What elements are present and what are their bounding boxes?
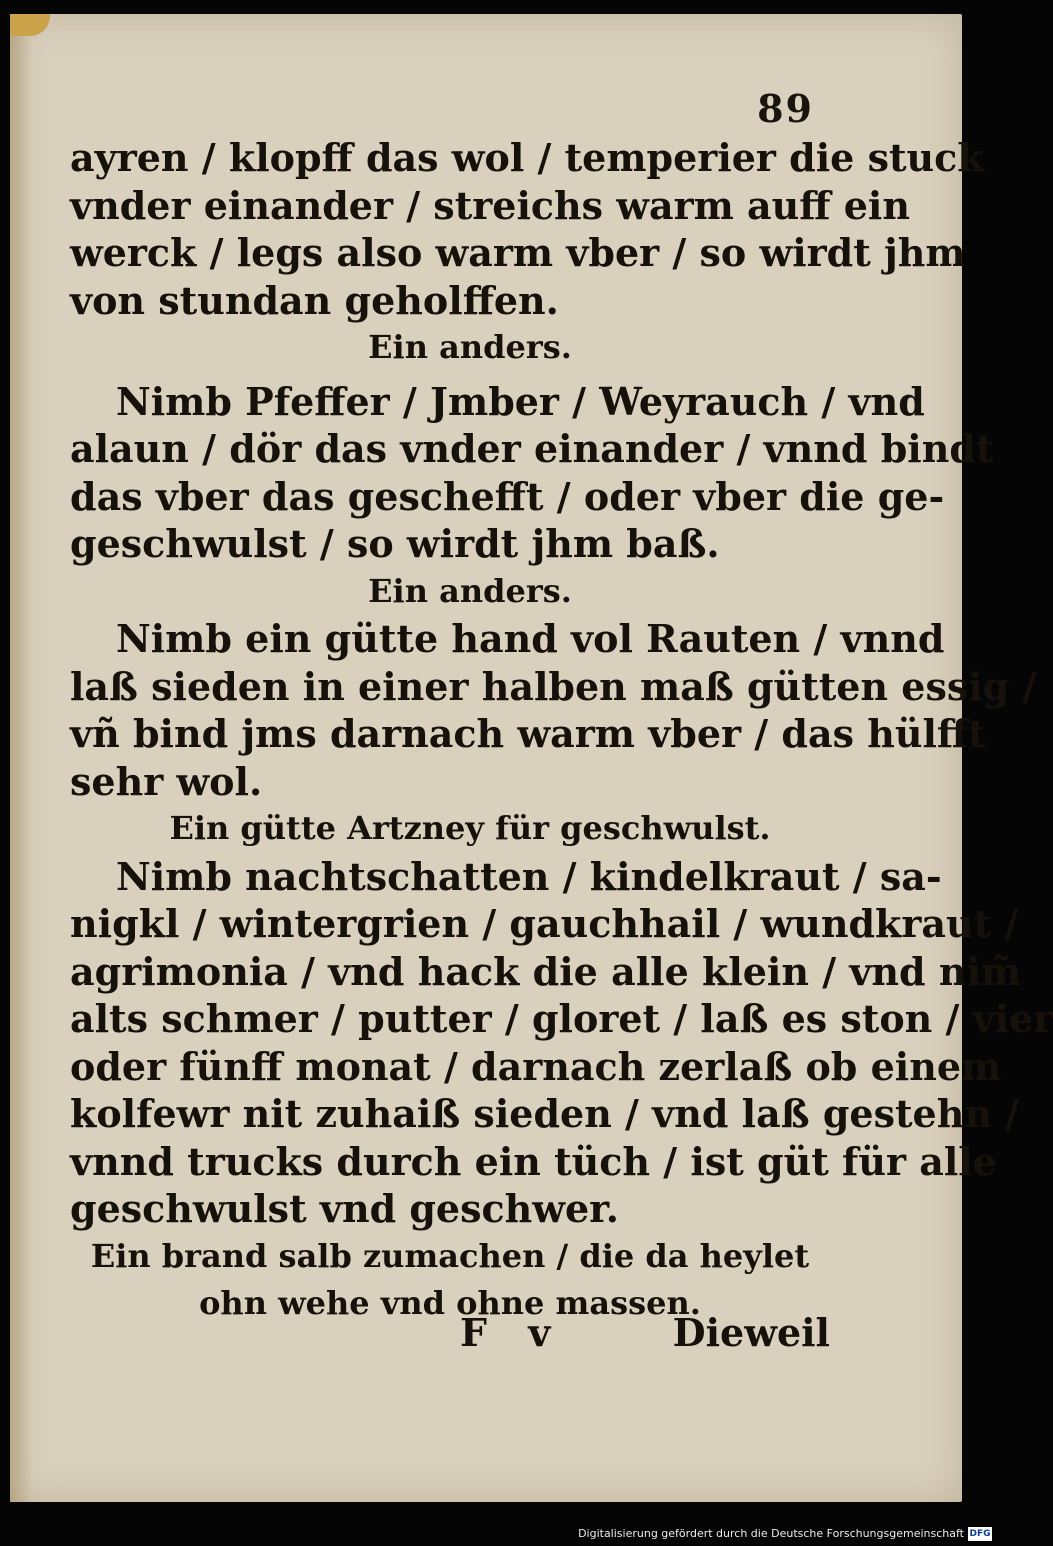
text-line: Nimb nachtschatten / kindelkraut / sa- (116, 853, 942, 899)
page-gutter-shadow (10, 14, 32, 1502)
text-line: geschwulst / so wirdt jhm baß. (70, 521, 720, 566)
text-line: agrimonia / vnd hack die alle klein / vnd nim̃ (70, 948, 1022, 994)
page-number: 89 (757, 86, 814, 131)
text-line: geschwulst vnd geschwer. (70, 1186, 619, 1231)
text-line: werck / legs also warm vber / so wirdt jhm (70, 230, 966, 275)
section-heading: Ein gütte Artzney für geschwulst. (169, 809, 771, 847)
text-line: laß sieden in einer halben maß gütten essig / (70, 663, 1037, 709)
text-line: vñ bind jms darnach warm vber / das hülfft (70, 711, 986, 756)
text-line: nigkl / wintergrien / gauchhail / wundkraut / (70, 901, 1019, 946)
text-line: Nimb Pfeffer / Jmber / Weyrauch / vnd (116, 378, 925, 424)
section-heading: Ein anders. (368, 571, 572, 610)
page-corner-mark (10, 14, 50, 36)
text-line: alaun / dör das vnder einander / vnnd bindt (70, 426, 994, 471)
dfg-logo-icon: DFG (969, 1529, 991, 1539)
section-heading: Ein brand salb zumachen / die da heylet (90, 1236, 810, 1275)
funding-credit: Digitalisierung gefördert durch die Deutsche Forschungsgemeinschaft (578, 1527, 964, 1540)
catchword: Dieweil (672, 1310, 830, 1355)
text-line: vnnd trucks durch ein tüch / ist güt für alle (70, 1138, 997, 1184)
text-line: kolfewr nit zuhaiß sieden / vnd laß gestehn / (70, 1091, 1020, 1136)
text-line: alts schmer / putter / gloret / laß es ston / vier (70, 996, 1053, 1041)
section-heading: Ein anders. (368, 328, 572, 366)
book-page (10, 14, 1053, 1502)
text-line: sehr wol. (70, 758, 263, 804)
text-line: ayren / klopff das wol / temperier die stuck (70, 135, 984, 180)
text-line: vnder einander / streichs warm auff ein (70, 182, 910, 228)
text-line: das vber das geschefft / oder vber die ge- (70, 473, 945, 519)
text-line: von stundan geholffen. (70, 277, 559, 323)
signature-mark: F v (460, 1310, 565, 1355)
section-heading: ohn wehe vnd ohne massen. (199, 1284, 701, 1322)
page-footer (70, 1310, 830, 1366)
text-line: oder fünff monat / darnach zerlaß ob einem (70, 1043, 1002, 1089)
text-line: Nimb ein gütte hand vol Rauten / vnnd (116, 616, 945, 661)
page-text-block (70, 134, 1053, 1328)
